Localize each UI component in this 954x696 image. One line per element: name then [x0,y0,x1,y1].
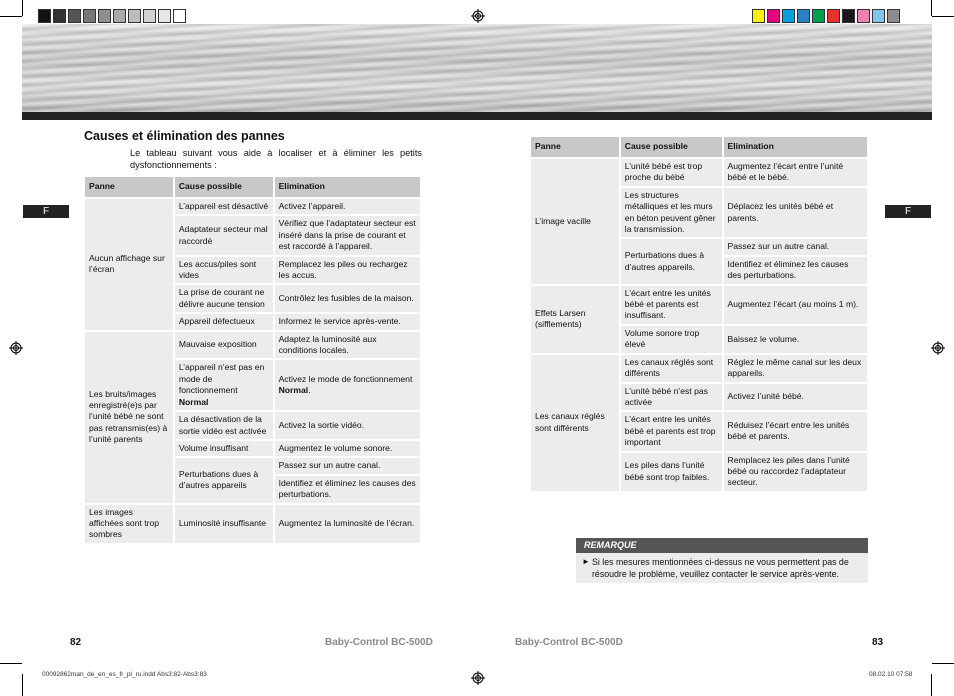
troubleshooting-table-right [531,137,869,493]
fix-text: Remplacez les piles dans l’unité bébé ou raccordez l’adaptateur secteur. [727,454,850,488]
cause-text: Les canaux réglés sont différents [624,356,714,379]
table-header-row [85,177,421,198]
cause-text: Volume insuffisant [178,442,249,453]
color-swatch [158,9,171,23]
color-swatch [797,9,810,23]
color-swatch [173,9,186,23]
column-header: Panne [85,177,174,198]
fix-text: Identifiez et éliminez les causes des perturbations. [278,477,416,500]
cause-text: Adaptateur secteur mal raccordé [178,224,268,246]
cause-text: L’unité bébé n’est pas activée [624,385,708,407]
fix-cell [723,187,868,239]
fix-cell [723,411,868,451]
color-swatch [113,9,126,23]
fix-cell [723,158,868,187]
fix-cell [274,504,421,544]
column-header: Elimination [274,177,421,198]
cause-cell [174,215,274,255]
cause-text: La prise de courant ne délivre aucune tension [178,287,265,309]
color-swatch [83,9,96,23]
cause-text: L’appareil n’est pas en mode de fonctionnement [178,362,265,396]
color-swatch [827,9,840,23]
fix-cell [274,359,421,411]
fix-text: Activez l’appareil. [278,201,346,211]
table-row [531,354,868,383]
fix-cell [723,325,868,354]
cause-emphasis: Normal [178,396,209,407]
registration-mark-icon [9,341,23,355]
fix-text: Réduisez l’écart entre les unités bébé et parents. [727,420,850,442]
fix-text: Activez le mode de fonctionnement [278,373,413,384]
column-header: Cause possible [620,137,723,158]
fix-text: Activez la sortie vidéo. [278,419,365,430]
fix-text: Informez le service après-vente. [278,316,401,327]
fault-cell: Les images affichées sont trop sombres [85,504,174,544]
intro-paragraph: Le tableau suivant vous aide à localiser et à éliminer les petits dysfonctionnements : [130,148,422,170]
cause-text: Perturbations dues à d’autres appareils. [624,250,705,272]
fix-text: Réglez le même canal sur les deux appareils. [727,356,862,379]
registration-mark-icon [471,671,485,685]
fix-end: . [308,385,311,396]
color-swatch [68,9,81,23]
table-row [85,331,421,360]
brushed-metal-banner [22,24,932,112]
fix-cell [274,411,421,440]
cause-cell [620,285,723,325]
table-row [85,504,421,544]
fix-text: Remplacez les piles ou rechargez les accus. [278,258,408,281]
cause-text: Appareil défectueux [178,316,255,327]
language-tab-right: F [885,205,931,218]
color-swatch [53,9,66,23]
fix-cell [274,198,421,215]
color-swatch [812,9,825,23]
cause-cell [174,256,274,285]
cause-cell [174,359,274,411]
page-title: Causes et élimination des pannes [84,129,285,143]
fix-text: Passez sur un autre canal. [278,460,381,471]
cause-text: L’écart entre les unités bébé et parents est insuffisant. [624,287,711,321]
fault-cell: L’image vacille [531,158,620,285]
fix-text: Identifiez et éliminez les causes des perturbations. [727,258,849,281]
table-row [531,158,868,187]
fix-cell [723,452,868,492]
fault-cell: Aucun affichage sur l’écran [85,198,174,331]
fix-cell [723,383,868,412]
cause-cell [620,238,723,284]
color-swatch [872,9,885,23]
cause-text: Volume sonore trop élevé [624,327,700,350]
fix-text: Passez sur un autre canal. [727,241,830,252]
fix-cell [274,440,421,457]
cause-cell [174,440,274,457]
color-swatch [128,9,141,23]
cause-cell [174,411,274,440]
fault-cell: Effets Larsen (sifflements) [531,285,620,354]
table-header-row [531,137,868,158]
crop-mark [931,674,932,696]
cause-cell [620,187,723,239]
model-name-right: Baby-Control BC-500D [515,637,623,648]
crop-mark [22,0,23,16]
cause-cell [620,158,723,187]
registration-mark-icon [931,341,945,355]
fix-text: Déplacez les unités bébé et parents. [727,201,834,223]
cause-text: Mauvaise exposition [178,339,257,350]
date-slug: 08.02.10 07:58 [869,671,913,678]
fix-text: Activez l’unité bébé. [727,391,804,402]
cause-text: La désactivation de la sortie vidéo est activée [178,414,267,436]
fix-text: Augmentez le volume sonore. [278,442,393,453]
fix-text: Contrôlez les fusibles de la maison. [278,293,414,304]
cause-text: Les piles dans l’unité bébé sont trop faibles. [624,460,710,482]
cause-cell [620,411,723,451]
troubleshooting-table-left [85,177,422,545]
color-swatch [857,9,870,23]
cause-cell [620,452,723,492]
crop-mark [932,16,954,17]
cause-cell [620,383,723,412]
fix-cell [274,475,421,504]
cause-cell [174,313,274,330]
fix-cell [723,256,868,285]
cause-cell [174,457,274,503]
cause-text: Perturbations dues à d’autres appareils [178,469,259,491]
color-swatch [887,9,900,23]
page-number-left: 82 [70,637,82,648]
cause-cell [174,284,274,313]
language-tab-left: F [23,205,69,218]
fix-text: Augmentez l’écart entre l’unité bébé et le bébé. [727,161,844,183]
color-swatch [98,9,111,23]
color-swatch [842,9,855,23]
remark-heading: REMARQUE [576,538,868,553]
fix-cell [274,256,421,285]
cause-cell [620,325,723,354]
cause-cell [174,331,274,360]
color-swatch [782,9,795,23]
color-swatch [767,9,780,23]
banner-rule [22,112,932,120]
fix-cell [723,285,868,325]
color-swatch [143,9,156,23]
column-header: Elimination [723,137,868,158]
fault-cell: Les bruits/images enregistré(e)s par l’unité bébé ne sont pas retransmis(es) à l’unité parents [85,331,174,504]
fix-text: Adaptez la luminosité aux conditions locales. [278,333,377,356]
table-row [531,285,868,325]
fix-cell [274,331,421,360]
fix-cell [274,284,421,313]
cause-text: L’appareil est désactivé [178,201,269,211]
cause-text: Les structures métalliques et les murs en béton peuvent gêner la transmission. [624,189,716,235]
fault-cell: Les canaux réglés sont différents [531,354,620,492]
fix-text: Augmentez l’écart (au moins 1 m). [727,299,859,310]
registration-mark-icon [471,9,485,23]
color-swatch [38,9,51,23]
crop-mark [932,663,954,664]
crop-mark [22,674,23,696]
cause-text: Les accus/piles sont vides [178,258,257,281]
crop-mark [0,16,22,17]
crop-mark [931,0,932,16]
fix-cell [723,238,868,255]
crop-mark [0,663,22,664]
fix-text: Augmentez la luminosité de l’écran. [278,517,415,528]
fix-emphasis: Normal [278,385,309,396]
cause-text: Luminosité insuffisante [178,517,267,528]
cause-cell [174,504,274,544]
fix-cell [723,354,868,383]
remark-body [576,553,868,583]
model-name-left: Baby-Control BC-500D [325,637,433,648]
fix-text: Vérifiez que l’adaptateur secteur est inséré dans la prise de courant et est raccordé à l’appareil. [278,218,416,252]
cause-text: L’écart entre les unités bébé et parents est trop important [624,414,716,448]
remark-text: Si les mesures mentionnées ci-dessus ne vous permettent pas de résoudre le problème, veuillez contacter le service après-vente. [592,557,849,579]
file-slug: 00092862man_de_en_es_fr_pl_ru.indd Abs3:82-Abs3:83 [42,671,207,678]
cause-text: L’unité bébé est trop proche du bébé [624,161,703,183]
column-header: Cause possible [174,177,274,198]
column-header: Panne [531,137,620,158]
fix-cell [274,457,421,474]
table-row [85,198,421,215]
cause-cell [620,354,723,383]
fix-cell [274,313,421,330]
fix-cell [274,215,421,255]
fix-text: Baissez le volume. [727,333,800,344]
cause-cell [174,198,274,215]
remark-box [576,538,868,583]
arrow-right-icon: ► [582,557,590,566]
color-swatch [752,9,765,23]
page-number-right: 83 [872,637,884,648]
